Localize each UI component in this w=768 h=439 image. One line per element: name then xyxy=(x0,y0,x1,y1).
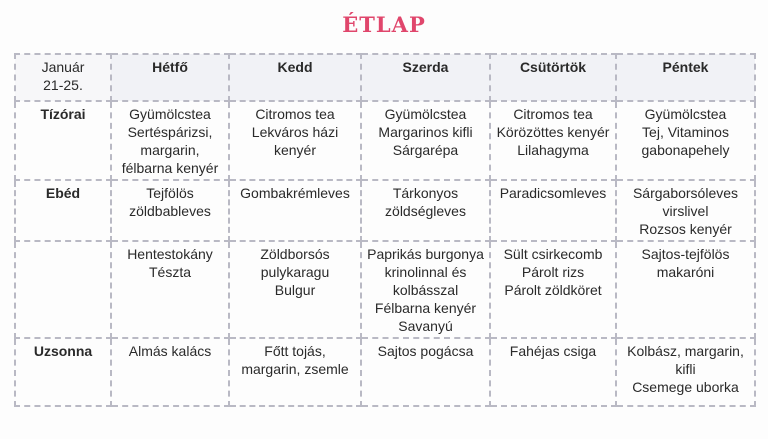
menu-item: Párolt zöldköret xyxy=(504,282,602,298)
meal-row-ebed-main xyxy=(15,241,755,338)
menu-cell xyxy=(111,241,229,338)
menu-item: kolbásszal xyxy=(392,282,459,298)
menu-item: Zöldborsós xyxy=(260,246,330,262)
menu-item: makaróni xyxy=(656,264,715,280)
meal-label-ebed: Ebéd xyxy=(15,180,111,241)
menu-item: Tej, Vitaminos xyxy=(642,124,729,140)
menu-cell xyxy=(229,180,361,241)
meal-label-uzsonna: Uzsonna xyxy=(15,338,111,406)
menu-item: Fahéjas csiga xyxy=(509,343,597,359)
menu-cell xyxy=(111,101,229,180)
menu-item: Gombakrémleves xyxy=(240,185,350,201)
menu-item: gabonapehely xyxy=(641,142,730,158)
menu-item: Paradicsomleves xyxy=(499,185,607,201)
menu-item: Savanyú xyxy=(398,318,453,334)
menu-item: kenyér xyxy=(273,142,317,158)
date-range-days: 21-25. xyxy=(43,77,83,93)
day-header-thursday: Csütörtök xyxy=(490,54,616,101)
menu-item: Lekváros házi xyxy=(251,124,339,140)
menu-item: Tárkonyos xyxy=(392,185,459,201)
menu-cell xyxy=(490,241,616,338)
menu-item: Hentestokány xyxy=(127,246,213,262)
menu-item: Sárgarépa xyxy=(392,142,459,158)
meal-row-uzsonna xyxy=(15,338,755,406)
menu-item: Almás kalács xyxy=(128,343,212,359)
menu-item: Tejfölös xyxy=(146,185,194,201)
menu-cell xyxy=(616,241,755,338)
menu-cell xyxy=(229,101,361,180)
menu-item: Félbarna kenyér xyxy=(374,300,477,316)
menu-item: Citromos tea xyxy=(255,106,335,122)
menu-item: Tészta xyxy=(148,264,191,280)
day-header-friday: Péntek xyxy=(616,54,755,101)
menu-item: margarin, xyxy=(140,142,200,158)
menu-item: Párolt rizs xyxy=(521,264,585,280)
date-range-month: Január xyxy=(41,59,85,75)
menu-cell xyxy=(229,338,361,406)
menu-cell xyxy=(616,338,755,406)
menu-cell xyxy=(616,180,755,241)
menu-cell xyxy=(490,338,616,406)
menu-item: Gyümölcstea xyxy=(384,106,467,122)
menu-item: Csemege uborka xyxy=(632,379,739,395)
menu-item: Sárgaborsóleves xyxy=(632,185,739,201)
page-title: ÉTLAP xyxy=(342,12,426,37)
menu-item: Paprikás burgonya xyxy=(367,246,484,262)
menu-item: Bulgur xyxy=(274,282,316,298)
day-header-monday: Hétfő xyxy=(111,54,229,101)
menu-item: margarin, zsemle xyxy=(241,361,349,377)
menu-item: Sertéspárizsi, xyxy=(127,124,213,140)
menu-item: Sült csirkecomb xyxy=(503,246,603,262)
date-range-cell xyxy=(15,54,111,101)
menu-item: Lilahagyma xyxy=(517,142,589,158)
menu-item: félbarna kenyér xyxy=(121,160,219,176)
menu-item: Margarinos kifli xyxy=(378,124,473,140)
menu-item: Főtt tojás, xyxy=(264,343,326,359)
menu-cell xyxy=(361,241,490,338)
menu-item: zöldségleves xyxy=(385,203,466,219)
menu-item: krinolinnal és xyxy=(384,264,467,280)
menu-cell xyxy=(229,241,361,338)
day-header-tuesday: Kedd xyxy=(229,54,361,101)
menu-cell xyxy=(361,101,490,180)
meal-row-ebed-soup xyxy=(15,180,755,241)
menu-cell xyxy=(361,338,490,406)
menu-cell xyxy=(490,101,616,180)
menu-item: Gyümölcstea xyxy=(129,106,211,122)
meal-label-tizorai: Tízórai xyxy=(15,101,111,180)
menu-item: Sajtos-tejfölös xyxy=(641,246,730,262)
header-row xyxy=(15,54,755,101)
menu-item: Körözöttes kenyér xyxy=(496,124,610,140)
menu-item: zöldbableves xyxy=(129,203,211,219)
menu-item: pulykaragu xyxy=(260,264,330,280)
menu-item: Gyümölcstea xyxy=(644,106,727,122)
menu-cell xyxy=(111,338,229,406)
menu-cell xyxy=(111,180,229,241)
menu-item: Rozsos kenyér xyxy=(639,221,732,237)
menu-item: Citromos tea xyxy=(513,106,593,122)
menu-cell xyxy=(361,180,490,241)
menu-table xyxy=(14,53,756,407)
meal-row-tizorai xyxy=(15,101,755,180)
menu-cell xyxy=(490,180,616,241)
menu-cell xyxy=(616,101,755,180)
menu-table-container xyxy=(14,53,754,407)
day-header-wednesday: Szerda xyxy=(361,54,490,101)
menu-item: virslivel xyxy=(662,203,709,219)
menu-item: Kolbász, margarin, xyxy=(627,343,744,359)
meal-label-empty xyxy=(15,241,111,338)
menu-item: Sajtos pogácsa xyxy=(377,343,474,359)
menu-item: kifli xyxy=(675,361,696,377)
